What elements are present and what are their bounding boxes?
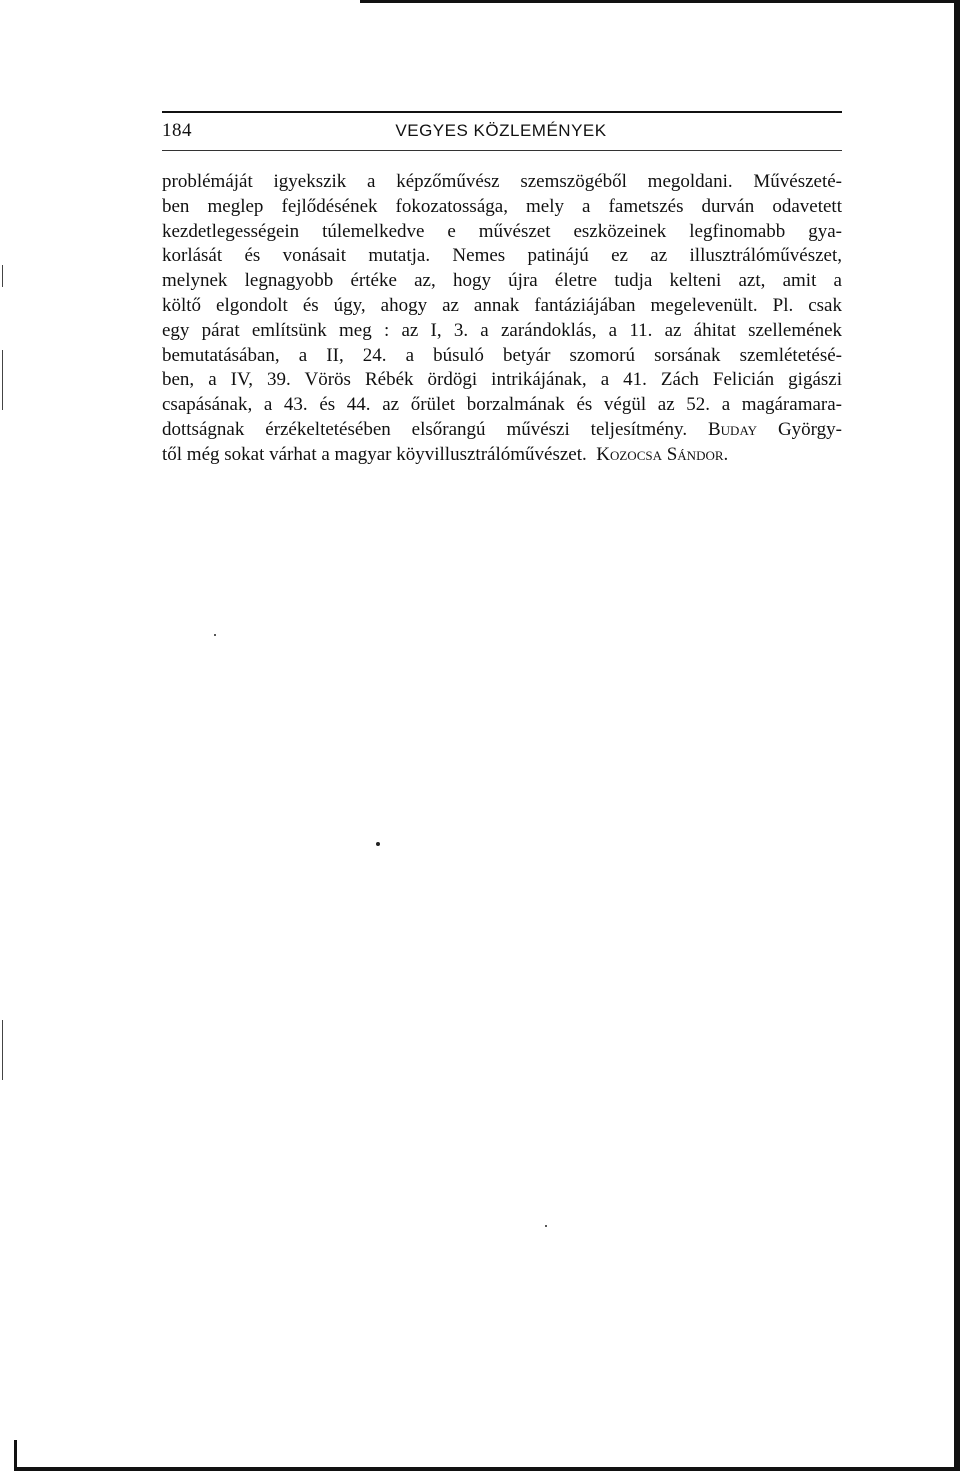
scan-border-top bbox=[360, 0, 960, 3]
text-line: csapásának, a 43. és 44. az őrület borzalmának és végül az 52. a magáramara- bbox=[162, 394, 842, 416]
scan-speck bbox=[214, 634, 216, 636]
scan-mark bbox=[2, 265, 3, 287]
scan-speck bbox=[545, 1225, 547, 1227]
scan-border-left-stub bbox=[14, 1440, 17, 1471]
header-rule-bottom bbox=[162, 150, 842, 151]
article-body bbox=[162, 170, 842, 468]
running-head: VEGYES KÖZLEMÉNYEK bbox=[395, 121, 607, 140]
text-segment: től még sokat várhat a magyar köyvillusztrálóművészet. bbox=[162, 443, 587, 465]
text-line: problémáját igyekszik a képzőművész szemszögéből megoldani. Művészeté- bbox=[162, 171, 842, 192]
text-line: bemutatásában, a II, 24. a búsuló betyár szomorú sorsának szemlétetésé- bbox=[162, 344, 842, 366]
text-line: ben meglep fejlődésének fokozatossága, mely a fametszés durván odavetett bbox=[162, 195, 842, 217]
page-header bbox=[162, 112, 842, 150]
scan-border-right bbox=[954, 0, 960, 1471]
scan-border-bottom bbox=[14, 1467, 960, 1471]
author-signature: Kozocsa Sándor. bbox=[596, 443, 729, 465]
text-line: korlását és vonásait mutatja. Nemes patinájú ez az illusztrálóművészet, bbox=[162, 245, 842, 267]
text-line: kezdetlegességein túlemelkedve e művészet eszközeinek legfinomabb gya- bbox=[162, 220, 842, 242]
scan-mark bbox=[2, 1020, 3, 1080]
text-line bbox=[162, 418, 842, 443]
page-number: 184 bbox=[162, 120, 192, 141]
text-line bbox=[162, 443, 842, 468]
scan-mark bbox=[2, 350, 3, 410]
text-line: költő elgondolt és úgy, ahogy az annak fantáziájában megelevenült. Pl. csak bbox=[162, 294, 842, 316]
text-segment: György- bbox=[757, 418, 842, 440]
text-line: egy párat említsünk meg : az I, 3. a zarándoklás, a 11. az áhitat szellemének bbox=[162, 319, 842, 341]
text-line: ben, a IV, 39. Vörös Rébék ördögi intrikájának, a 41. Zách Felicián gigászi bbox=[162, 369, 842, 391]
text-line: melynek legnagyobb értéke az, hogy újra életre tudja kelteni azt, amit a bbox=[162, 270, 842, 292]
text-segment: dottságnak érzékeltetésében elsőrangú művészi teljesítmény. bbox=[162, 418, 688, 440]
scan-speck bbox=[376, 842, 380, 846]
person-name: Buday bbox=[708, 418, 758, 440]
